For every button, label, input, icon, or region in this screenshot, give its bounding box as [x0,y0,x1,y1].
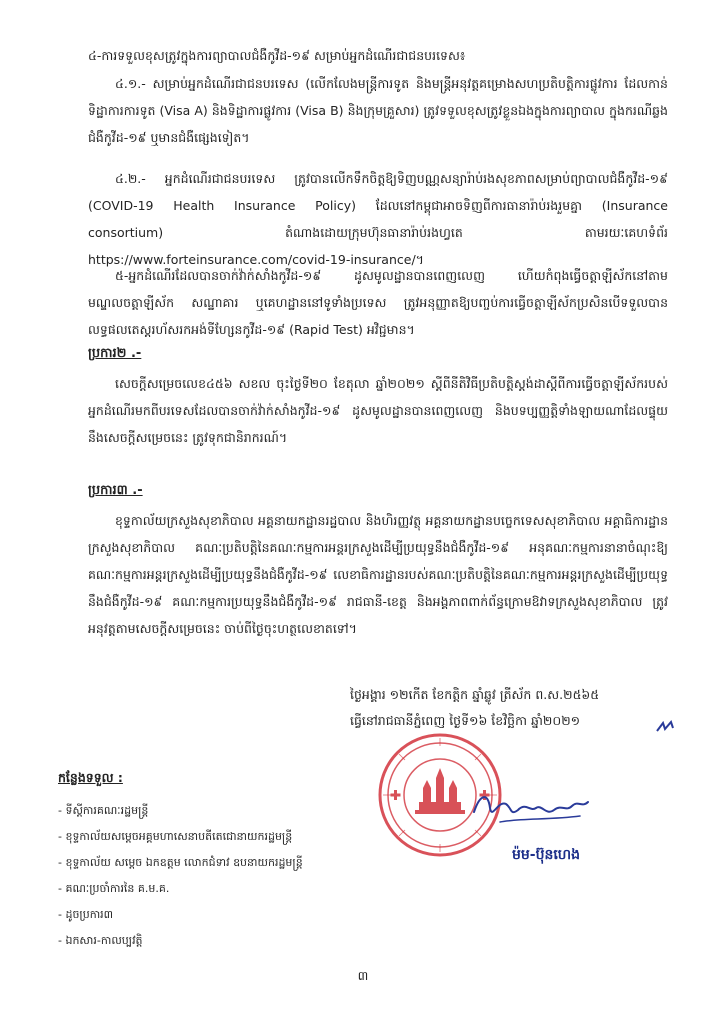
list-item: - ខុទ្ទកាល័យ សម្តេច ឯកឧត្តម លោកជំទាវ ឧបនាយករដ្ឋមន្ត្រី [58,850,303,876]
article2-paragraph: សេចក្តីសម្រេចលេខ៤៥៦ សខល ចុះថ្ងៃទី២០ ខែតុលា ឆ្នាំ២០២១ ស្តីពីនីតិវិធីប្រតិបត្តិស្តង់ដាស្តីពីការធ្វើចត្តាឡីស័ករបស់អ្នកដំណើរមកពីបរទេសដែលបានចាក់វ៉ាក់សាំងកូវីដ-១៩ ដូសមូលដ្ឋានបានពេញលេញ និងបទប្បញ្ញត្តិទាំងឡាយណាដែលផ្ទុយនឹងសេចក្តីសម្រេចនេះ ត្រូវទុកជានិរាករណ៍។ [88,376,668,445]
item4-1-paragraph: ៤.១.- សម្រាប់អ្នកដំណើរជាជនបរទេស (លើកលែងមន្ត្រីការទូត និងមន្ត្រីអនុវត្តគម្រោងសហប្រតិបត្តិការផ្លូវការ ដែលកាន់ទិដ្ឋាការការទូត (Visa A) និងទិដ្ឋាការផ្លូវការ (Visa B) និងក្រុមគ្រួសារ) ត្រូវទទួលខុសត្រូវខ្លួនឯងក្នុងការព្យាបាល ក្នុងករណីឆ្លងជំងឺកូវីដ-១៩ ឬមានជំងឺផ្សេងទៀត។ [88,76,668,145]
date-lunar: ថ្ងៃអង្គារ ១២កើត ខែកត្តិក ឆ្នាំឆ្លូវ ត្រីស័ក ព.ស.២៥៦៥ [350,687,600,702]
recipients-list [58,798,303,954]
item4-heading: ៤-ការទទួលខុសត្រូវក្នុងការព្យាបាលជំងឺកូវីដ-១៩ សម្រាប់អ្នកដំណើរជាជនបរទេស៖ [88,48,466,63]
list-item: - ឯកសារ-កាលប្បវត្តិ [58,928,303,954]
article2-heading: ប្រការ២ .- [88,346,142,361]
initial-mark-icon [655,720,675,734]
list-item: - ខុទ្ទកាល័យសម្តេចអគ្គមហាសេនាបតីតេជោនាយករដ្ឋមន្ត្រី [58,824,303,850]
page-number: ៣ [357,968,369,983]
list-item: - ដូចប្រការ៣ [58,902,303,928]
list-item: - គណៈប្រចាំការនៃ គ.ម.គ. [58,876,303,902]
article3-heading: ប្រការ៣ .- [88,483,143,498]
date-solar: ធ្វើនៅរាជធានីភ្នំពេញ ថ្ងៃទី១៦ ខែវិច្ឆិកា ឆ្នាំ២០២១ [350,713,581,728]
item5-paragraph: ៥-អ្នកដំណើរដែលបានចាក់វ៉ាក់សាំងកូវីដ-១៩ ដូសមូលដ្ឋានបានពេញលេញ ហើយកំពុងធ្វើចត្តាឡីស័កនៅតាមមណ្ឌលចត្តាឡីស័ក សណ្ឋាគារ ឬគេហដ្ឋាននៅទូទាំងប្រទេស ត្រូវអនុញ្ញាតឱ្យបញ្ចប់ការធ្វើចត្តាឡីស័កប្រសិនបើទទួលបានលទ្ធផលតេស្តរហ័សរកអង់ទីហ្សែនកូវីដ-១៩ (Rapid Test) អវិជ្ជមាន។ [88,268,668,337]
signer-name: ម៉ម-ប៊ុនហេង [512,847,581,863]
article3-paragraph: ខុទ្ទកាល័យក្រសួងសុខាភិបាល អគ្គនាយកដ្ឋានរដ្ឋបាល និងហិរញ្ញវត្ថុ អគ្គនាយកដ្ឋានបច្ចេកទេសសុខាភិបាល អគ្គាធិការដ្ឋានក្រសួងសុខាភិបាល គណៈប្រតិបត្តិនៃគណៈកម្មការអន្តរក្រសួងដើម្បីប្រយុទ្ធនឹងជំងឺកូវីដ-១៩ អនុគណៈកម្មការនានាចំណុះឱ្យគណៈកម្មការអន្តរក្រសួងដើម្បីប្រយុទ្ធនឹងជំងឺកូវីដ-១៩ លេខាធិការដ្ឋានរបស់គណៈប្រតិបត្តិនៃគណៈកម្មការអន្តរក្រសួងដើម្បីប្រយុទ្ធនឹងជំងឺកូវីដ-១៩ គណៈកម្មការប្រយុទ្ធនឹងជំងឺកូវីដ-១៩ រាជធានី-ខេត្ត និងអង្គភាពពាក់ព័ន្ធក្រោមឱវាទក្រសួងសុខាភិបាល ត្រូវអនុវត្តតាមសេចក្តីសម្រេចនេះ ចាប់ពីថ្ងៃចុះហត្ថលេខាតទៅ។ [88,513,668,636]
signature-icon [470,782,600,832]
item4-2-paragraph: ៤.២.- អ្នកដំណើរជាជនបរទេស ត្រូវបានលើកទឹកចិត្តឱ្យទិញបណ្ណសន្យារ៉ាប់រងសុខភាពសម្រាប់ព្យាបាលជំងឺកូវីដ-១៩ (COVID-19 Health Insurance Policy) ដែលនៅកម្ពុជាអាចទិញពីការធានារ៉ាប់រងរួមគ្នា (Insurance consortium) តំណាងដោយក្រុមហ៊ុនធានារ៉ាប់រងហ្វតេ តាមរយៈគេហទំព័រ https://www.forteinsurance.com/covid-19-insurance/។ [88,171,668,267]
list-item: - ទីស្តីការគណៈរដ្ឋមន្ត្រី [58,798,303,824]
recipients-title: កន្លែងទទួល : [58,770,123,785]
